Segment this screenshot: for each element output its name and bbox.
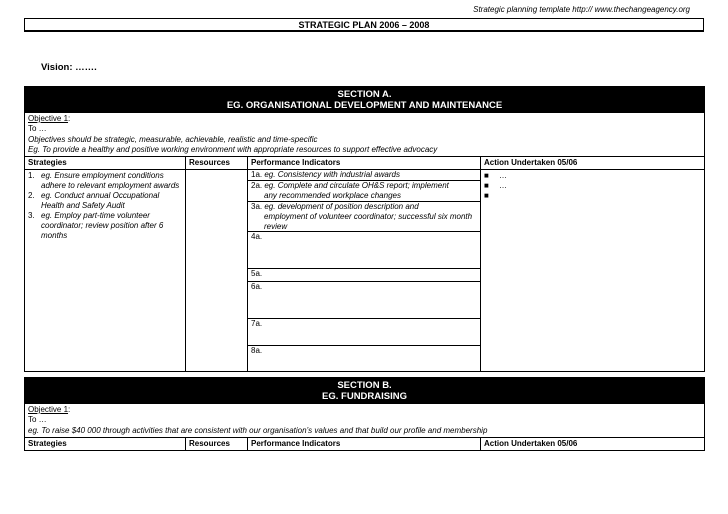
col-resources-header: Resources xyxy=(186,437,248,450)
action-cell xyxy=(481,170,705,372)
list-item xyxy=(28,191,182,211)
indicator-label: 2a. xyxy=(251,181,263,191)
list-item xyxy=(484,181,701,191)
objective-label: Objective 1 xyxy=(28,114,69,123)
col-strategies-header: Strategies xyxy=(25,437,186,450)
strategy-number: 1. xyxy=(28,171,35,181)
action-text: … xyxy=(499,181,507,191)
performance-cell xyxy=(248,170,481,372)
section-a-objective xyxy=(25,113,705,157)
resources-cell xyxy=(186,170,248,372)
section-b-subtitle: EG. FUNDRAISING xyxy=(322,391,408,402)
col-action-header: Action Undertaken 05/06 xyxy=(481,157,705,170)
objective-example: Eg. To provide a healthy and positive working environment with appropriate resources to support effective advocacy xyxy=(28,144,438,154)
indicator-row xyxy=(248,170,480,181)
col-performance-header: Performance Indicators xyxy=(248,437,481,450)
indicator-row xyxy=(248,319,480,346)
action-text: … xyxy=(499,171,507,181)
col-performance-header: Performance Indicators xyxy=(248,157,481,170)
section-b-banner xyxy=(25,378,705,404)
col-resources-header: Resources xyxy=(186,157,248,170)
strategy-number: 2. xyxy=(28,191,35,201)
section-a-banner xyxy=(25,87,705,113)
strategy-text: eg. Employ part-time volunteer coordinator; review position after 6 months xyxy=(41,211,164,241)
vision-line: Vision: ……. xyxy=(41,62,97,73)
objective-to: To … xyxy=(28,124,47,134)
indicator-text-cont: employment of volunteer coordinator; successful six month review xyxy=(264,212,473,232)
objective-label: Objective 1 xyxy=(28,405,69,414)
indicator-text: eg. Complete and circulate OH&S report; implement xyxy=(264,181,449,191)
bullet-icon: ■ xyxy=(484,171,489,181)
strategy-text: eg. Ensure employment conditions adhere to relevant employment awards xyxy=(41,171,180,191)
strategies-cell xyxy=(25,170,186,372)
indicator-text-cont: any recommended workplace changes xyxy=(264,191,401,201)
bullet-icon: ■ xyxy=(484,191,489,201)
section-b-table xyxy=(24,377,705,451)
objective-colon: : xyxy=(68,114,71,123)
indicator-row xyxy=(248,181,480,202)
section-a-table xyxy=(24,86,705,372)
objective-to: To … xyxy=(28,415,47,425)
indicator-row xyxy=(248,269,480,282)
strategy-text: eg. Conduct annual Occupational Health and Safety Audit xyxy=(41,191,160,211)
strategies-list xyxy=(28,171,182,241)
indicator-row xyxy=(248,282,480,319)
indicator-label: 8a. xyxy=(251,346,263,356)
bullet-icon: ■ xyxy=(484,181,489,191)
indicator-label: 6a. xyxy=(251,282,263,292)
indicator-text: eg. development of position description and xyxy=(264,202,419,212)
list-item xyxy=(28,211,182,241)
plan-title: STRATEGIC PLAN 2006 – 2008 xyxy=(24,18,704,32)
list-item xyxy=(484,171,701,181)
indicator-row xyxy=(248,232,480,269)
strategy-number: 3. xyxy=(28,211,35,221)
indicator-label: 5a. xyxy=(251,269,263,279)
indicator-label: 3a. xyxy=(251,202,263,212)
indicator-text: eg. Consistency with industrial awards xyxy=(264,170,400,180)
indicator-label: 4a. xyxy=(251,232,263,242)
objective-example: eg. To raise $40 000 through activities that are consistent with our organisation’s values and that build our profile and membership xyxy=(28,425,488,435)
section-b-title: SECTION B. xyxy=(337,380,392,391)
section-a-title: SECTION A. xyxy=(337,89,392,100)
indicator-label: 1a. xyxy=(251,170,263,180)
objective-colon: : xyxy=(68,405,71,414)
header-note: Strategic planning template http:// www.thechangeagency.org xyxy=(473,5,690,14)
indicators-list xyxy=(248,170,480,370)
indicator-label: 7a. xyxy=(251,319,263,329)
section-a-subtitle: EG. ORGANISATIONAL DEVELOPMENT AND MAINTENANCE xyxy=(226,100,503,111)
objective-guidance: Objectives should be strategic, measurable, achievable, realistic and time-specific xyxy=(28,134,318,144)
indicator-row xyxy=(248,346,480,370)
actions-list xyxy=(484,171,701,201)
list-item xyxy=(28,171,182,191)
indicator-row xyxy=(248,202,480,232)
col-strategies-header: Strategies xyxy=(25,157,186,170)
section-b-objective xyxy=(25,404,705,438)
list-item xyxy=(484,191,701,201)
col-action-header: Action Undertaken 05/06 xyxy=(481,437,705,450)
